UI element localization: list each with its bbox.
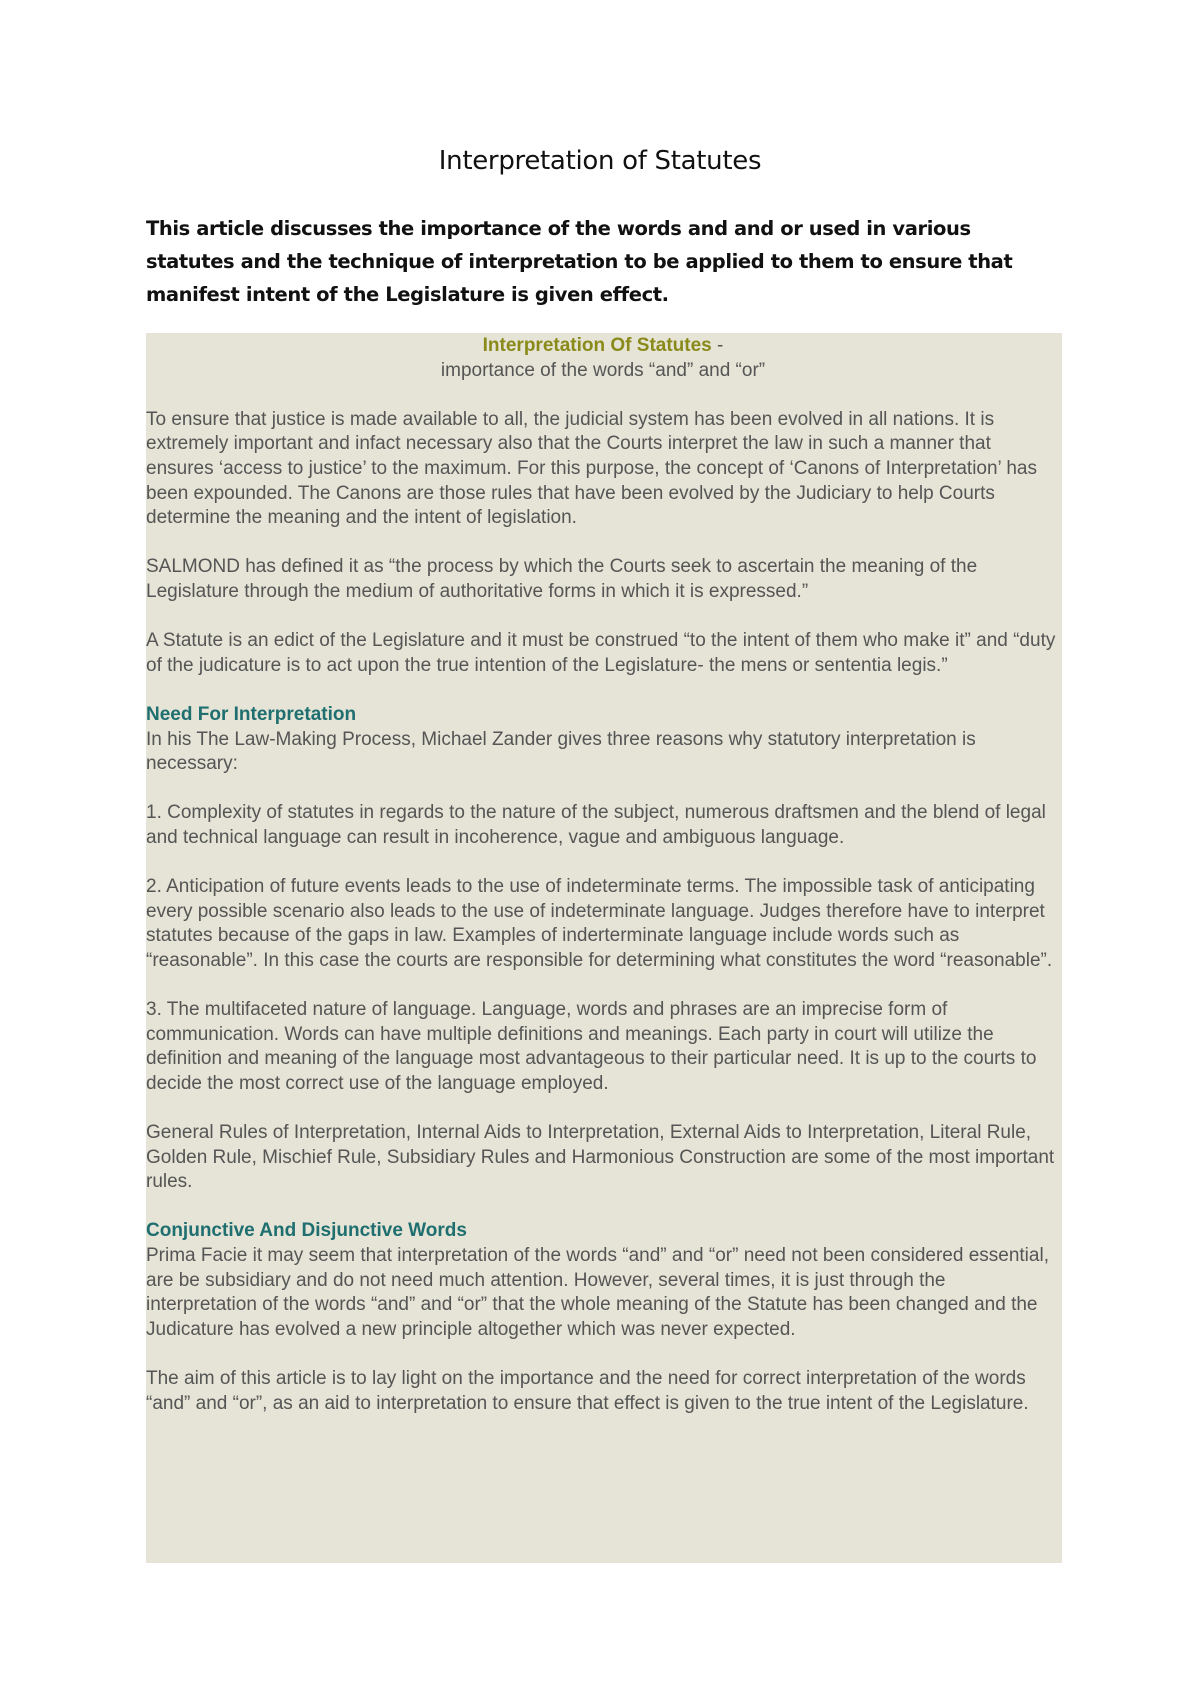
- intro-paragraph: This article discusses the importance of the words and and or used in various statutes and the technique of interpretation to be applied to them to ensure that manifest intent of the Legislature is given effect.: [146, 217, 1013, 306]
- paragraph-aim: The aim of this article is to lay light on the importance and the need for correct interpretation of the words “and” and “or”, as an aid to interpretation to ensure that effect is given to the true intent of the Legislature.: [146, 1367, 1029, 1414]
- page-title: Interpretation of Statutes: [438, 146, 762, 176]
- paragraph-statute-edict: A Statute is an edict of the Legislature and it must be construed “to the intent of them who make it” and “duty of the judicature is to act upon the true intention of the Legislature- the mens or sententia legis.”: [146, 630, 1056, 676]
- paragraph-general-rules: General Rules of Interpretation, Internal Aids to Interpretation, External Aids to Interpretation, Literal Rule, Golden Rule, Mischief Rule, Subsidiary Rules and Harmonious Construction are some of the most important rules.: [146, 1122, 1055, 1193]
- article-subheading: importance of the words “and” and “or”: [440, 359, 766, 381]
- reason-item-1: 1. Complexity of statutes in regards to the nature of the subject, numerous draftsmen and the blend of legal and technical language can result in incoherence, vague and ambiguous language.: [146, 802, 1046, 848]
- article-heading-title: Interpretation Of Statutes: [482, 335, 712, 356]
- paragraph-salmond: SALMOND has defined it as “the process by which the Courts seek to ascertain the meaning of the Legislature through the medium of authoritative forms in which it is expressed.”: [146, 556, 978, 602]
- reason-item-2: 2. Anticipation of future events leads to the use of indeterminate terms. The impossible task of anticipating every possible scenario also leads to the use of indeterminate language. Judges therefore have to interpret statutes because of the gaps in law. Examples of inderterminate language include words such as “reasonable”. In this case the courts are responsible for determining what constitutes the word “reasonable”.: [146, 876, 1053, 971]
- section-heading-conjunctive-disjunctive: Conjunctive And Disjunctive Words: [146, 1220, 467, 1242]
- article-box: [146, 333, 1062, 1563]
- paragraph-justice: To ensure that justice is made available to all, the judicial system has been evolved in all nations. It is extremely important and infact necessary also that the Courts interpret the law in such a manner that ensures ‘access to justice’ to the maximum. For this purpose, the concept of ‘Canons of Interpretation’ has been expounded. The Canons are those rules that have been evolved by the Judiciary to help Courts determine the meaning and the intent of legislation.: [146, 408, 1037, 529]
- paragraph-zander-intro: In his The Law-Making Process, Michael Zander gives three reasons why statutory interpretation is necessary:: [146, 728, 976, 775]
- paragraph-prima-facie: Prima Facie it may seem that interpretation of the words “and” and “or” need not been considered essential, are be subsidiary and do not need much attention. However, several times, it is just through the interpretation of the words “and” and “or” that the whole meaning of the Statute has been changed and the Judicature has evolved a new principle altogether which was never expected.: [146, 1244, 1049, 1340]
- article-heading: [146, 333, 1060, 359]
- reason-item-3: 3. The multifaceted nature of language. Language, words and phrases are an imprecise form of communication. Words can have multiple definitions and meanings. Each party in court will utilize the definition and meaning of the language most advantageous to their particular need. It is up to the courts to decide the most correct use of the language employed.: [146, 999, 1037, 1094]
- article-heading-separator: -: [711, 335, 724, 356]
- section-heading-need-for-interpretation: Need For Interpretation: [146, 703, 357, 725]
